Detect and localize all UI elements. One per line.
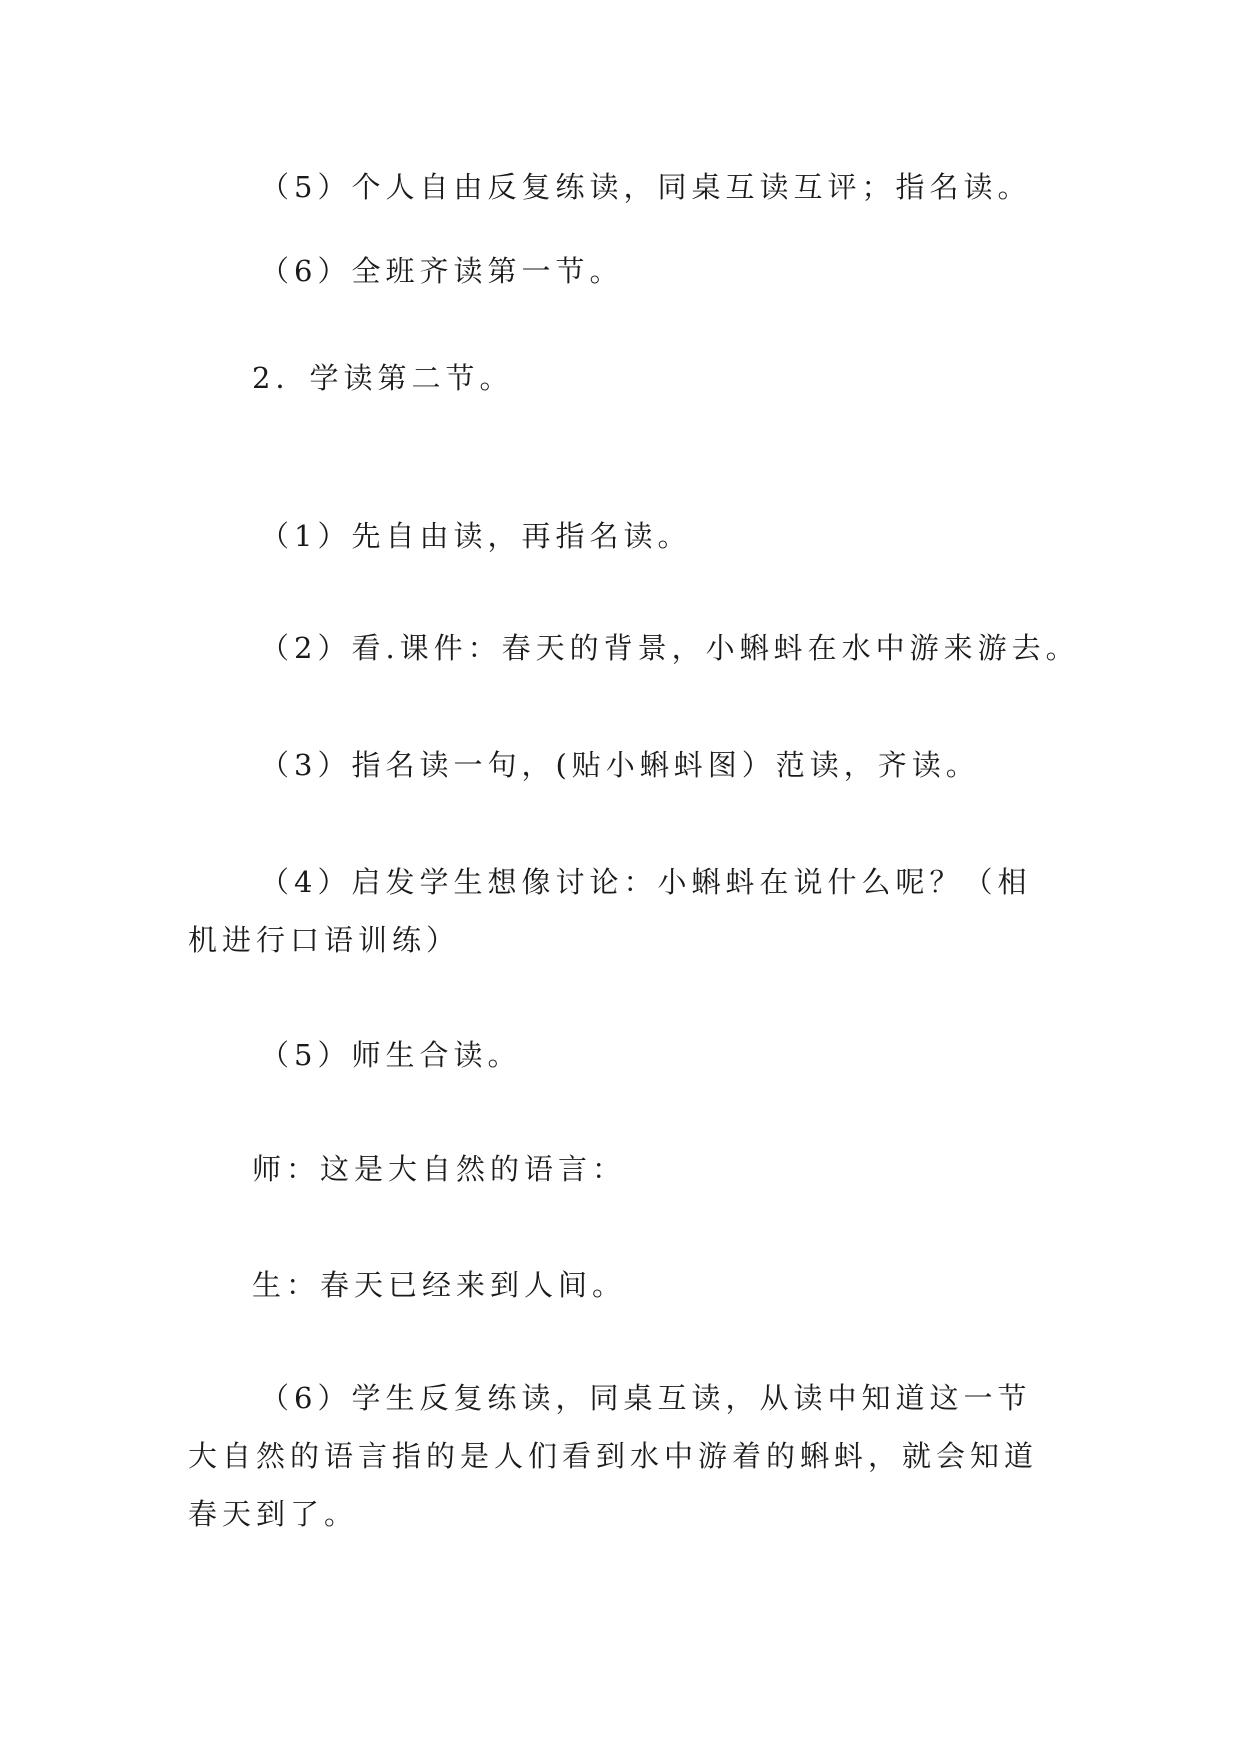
paragraph-4: （1）先自由读，再指名读。 — [260, 519, 692, 553]
paragraph-9: 师：这是大自然的语言： — [252, 1152, 627, 1186]
paragraph-10: 生：春天已经来到人间。 — [252, 1268, 627, 1302]
paragraph-3: 2．学读第二节。 — [252, 361, 514, 395]
paragraph-2: （6）全班齐读第一节。 — [260, 254, 624, 288]
paragraph-6: （3）指名读一句，(贴小蝌蚪图）范读，齐读。 — [260, 748, 980, 782]
paragraph-11: （6）学生反复练读，同桌互读，从读中知道这一节大自然的语言指的是人们看到水中游着的蝌蚪，就会知道春天到了。 — [188, 1381, 1039, 1531]
paragraph-8: （5）师生合读。 — [260, 1038, 522, 1072]
paragraph-7: （4）启发学生想像讨论：小蝌蚪在说什么呢？（相机进行口语训练） — [188, 865, 1032, 957]
paragraph-5: （2）看.课件：春天的背景，小蝌蚪在水中游来游去。 — [260, 631, 1080, 665]
paragraph-1: （5）个人自由反复练读，同桌互读互评；指名读。 — [260, 170, 1032, 204]
